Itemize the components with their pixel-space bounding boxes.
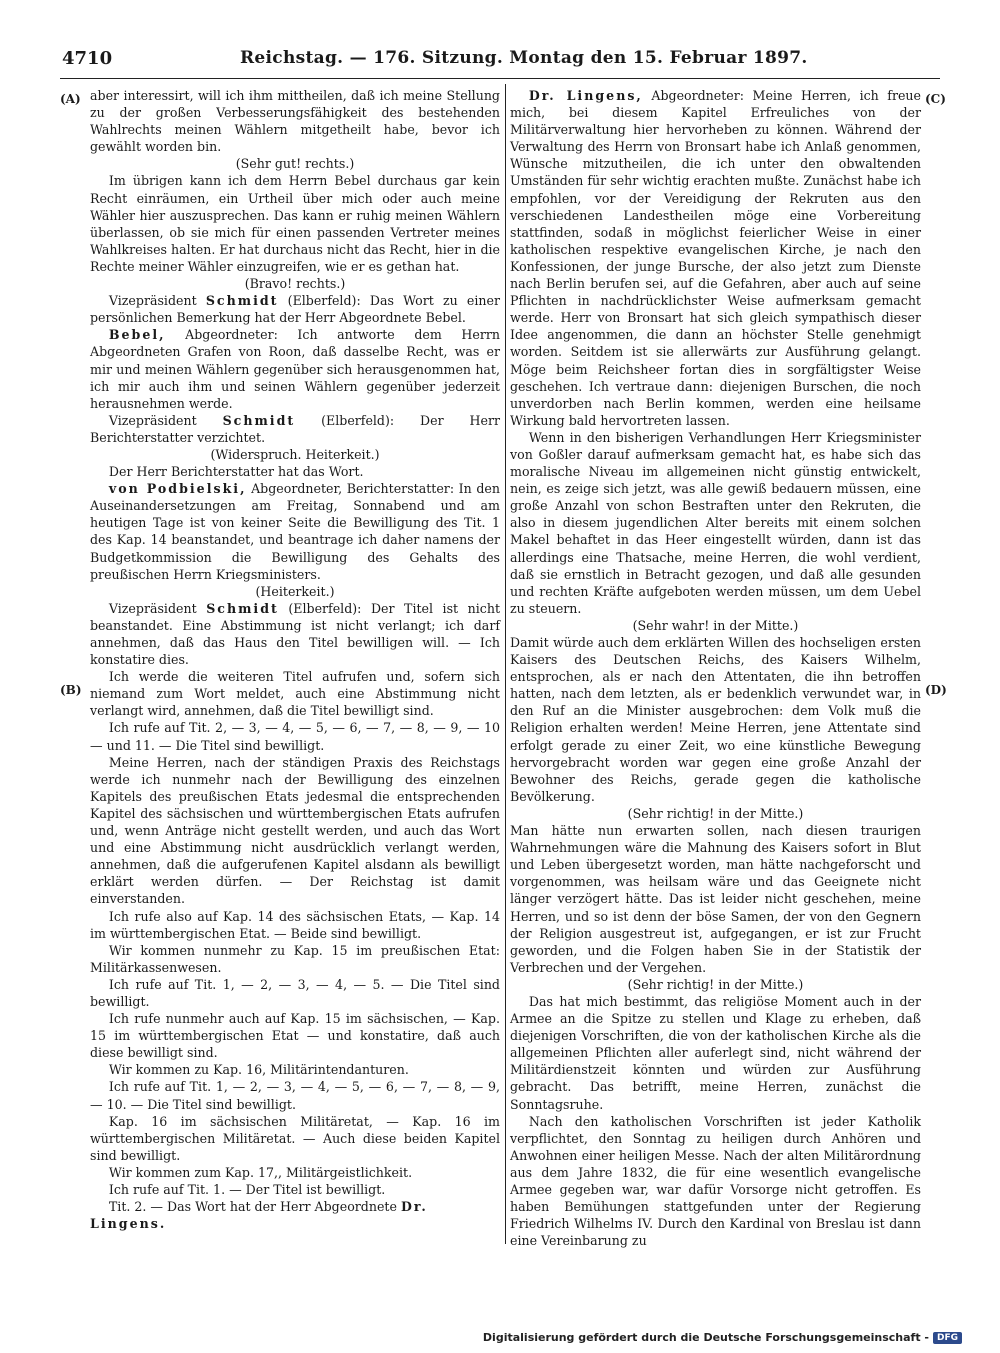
paragraph-text: (Elberfeld): Das Wort zu einer persönlichen Bemerkung hat der Herr Abgeordnete Bebel. (90, 293, 500, 326)
paragraph-text: Abgeordneter: Meine Herren, ich freue mich, bei diesem Kapitel Erfreuliches von der Militärverwaltung hier hervorheben zu können. Während der Verwaltung des Herrn von Bronsart habe ich Anlaß genommen, Wünsche mitzutheilen, die ich unter den obwaltenden Umständen für sehr wichtig erachten mußte. Zunächst habe ich empfohlen, vor der Vereidigung der Rekruten aus den verschiedenen Landestheilen möge eine Vorbereitung stattfinden, sodaß in möglichst feierlicher Weise in einer katholischen respektive evangelischen Kirche, je nach den Konfessionen, der junge Bursche, der also jetzt zum Dienste nach Berlin berufen sei, auf die Gefahren, aber auch auf seine Pflichten in nachdrücklichster Weise aufmerksam gemacht werde. Herr von Bronsart hat sich gleich sympathisch dieser Idee angenommen, die dann an höchster Stelle genehmigt worden. Seitdem ist sie allerwärts zur Ausführung gelangt. Möge beim Reichsheer fortan dies in sorgfältigster Weise geschehen. Ich vertraue dann: diejenigen Burschen, die noch unverdorben nach Berlin kommen, werden eine heilsame Wirkung bald hervortreten lassen. (510, 88, 921, 428)
paragraph: Der Herr Berichterstatter hat das Wort. (108, 464, 364, 480)
speaker-title: Vizepräsident (108, 600, 207, 616)
interjection: (Sehr gut! rechts.) (235, 156, 355, 172)
margin-marker-d: (D) (925, 683, 947, 697)
paragraph: Ich rufe auf Tit. 1, — 2, — 3, — 4, — 5. — Die Titel sind bewilligt. (90, 976, 500, 1009)
running-head: Reichstag. — 176. Sitzung. Montag den 15. Februar 1897. (240, 48, 808, 68)
interjection: (Widerspruch. Heiterkeit.) (210, 446, 380, 462)
paragraph-text: Abgeordneter, Berichterstatter: In den Auseinandersetzungen am Freitag, Sonnabend und am heutigen Tage ist von keiner Seite die Bewilligung des Tit. 1 des Kap. 14 beanstandet, und beantrage ich daher namens der Budgetkommission die Bewilligung des Gehalts des preußischen Herrn Kriegsministers. (90, 481, 500, 582)
paragraph: Man hätte nun erwarten sollen, nach diesen traurigen Wahrnehmungen wäre die Mahnung des Kaisers sofort in Blut und Leben übergesetzt worden, man hätte nachgeforscht und vorgenommen, was heilsam wäre und das Geeignete nicht länger verzögert hätte. Das ist leider nicht geschehen, meine Herren, und so ist denn der böse Samen, der von den Gegnern der Religion ausgestreut ist, aufgegangen, er ist zur Frucht geworden, und die Folgen haben Sie in der Statistik der Verbrechen und der Vergehen. (510, 823, 921, 975)
column-divider (505, 84, 506, 1244)
paragraph: Damit würde auch dem erklärten Willen des hochseligen ersten Kaisers des Deutschen Reichs, des Kaisers Wilhelm, entsprochen, als er nach den Attentaten, die ihn betroffen hatten, nach dem letzten, als er bedenklich verwundet war, in den Ruf an die Minister ausgebrochen: dem Volk muß die Religion erhalten werden! Meine Herren, jene Attentate sind erfolgt gerade zu einer Zeit, wo eine künstliche Bewegung hervorgebracht worden war gegen eine große Anzahl der Bewohner des Reichs, gerade gegen die katholische Bevölkerung. (510, 635, 921, 804)
margin-marker-a: (A) (60, 92, 81, 106)
paragraph: Ich rufe also auf Kap. 14 des sächsischen Etats, — Kap. 14 im württembergischen Etat. — Beide sind bewilligt. (90, 908, 500, 941)
interjection: (Heiterkeit.) (255, 583, 335, 599)
dfg-logo: DFG (933, 1332, 962, 1344)
page-number: 4710 (62, 48, 113, 69)
interjection: (Sehr richtig! in der Mitte.) (627, 976, 804, 992)
page-header (60, 48, 940, 76)
credit-text: Digitalisierung gefördert durch die Deutsche Forschungsgemeinschaft - (482, 1331, 929, 1344)
paragraph: Ich rufe auf Tit. 2, — 3, — 4, — 5, — 6, — 7, — 8, — 9, — 10 — und 11. — Die Titel sind bewilligt. (90, 720, 500, 753)
speaker-name: Schmidt (205, 293, 279, 309)
paragraph: Ich rufe auf Tit. 1. — Der Titel ist bewilligt. (108, 1182, 386, 1197)
margin-marker-c: (C) (925, 92, 946, 106)
speaker-name: von Podbielski, (108, 481, 247, 497)
paragraph-text: (Elberfeld): Der Herr Berichterstatter verzichtet. (90, 412, 500, 445)
paragraph: Das hat mich bestimmt, das religiöse Moment auch in der Armee an die Spitze zu stellen und Klage zu erheben, daß diejenigen Vorschriften, die von der katholischen Kirche als die allgemeinen Pflichten aller auferlegt sind, nicht während der Militärdienstzeit könnten und würden zur Ausführung gebracht. Das betrifft, meine Herren, zunächst die Sonntagsruhe. (510, 993, 921, 1112)
paragraph: Wir kommen zum Kap. 17,, Militärgeistlichkeit. (108, 1164, 413, 1180)
paragraph: Wir kommen zu Kap. 16, Militärintendanturen. (108, 1062, 409, 1078)
paragraph: Kap. 16 im sächsischen Militäretat, — Kap. 16 im württembergischen Militäretat. — Auch diese beiden Kapitel sind bewilligt. (90, 1113, 500, 1163)
margin-marker-b: (B) (60, 683, 82, 697)
speaker-name: Schmidt (222, 412, 296, 428)
interjection: (Sehr wahr! in der Mitte.) (632, 617, 799, 633)
speaker-paragraph (90, 480, 500, 583)
speaker-paragraph (90, 292, 500, 326)
left-column (90, 87, 500, 1232)
speaker-name: Dr. Lingens, (528, 88, 643, 103)
right-column (510, 87, 921, 1249)
paragraph: Ich rufe auf Tit. 1, — 2, — 3, — 4, — 5, — 6, — 7, — 8, — 9, — 10. — Die Titel sind bewilligt. (90, 1079, 500, 1112)
speaker-paragraph (90, 412, 500, 446)
header-rule (60, 78, 940, 79)
speaker-name: Bebel, (108, 327, 166, 343)
paragraph-text: Abgeordneter: Ich antworte dem Herrn Abgeordneten Grafen von Roon, daß dasselbe Recht, was er mir und meinen Wählern gegenüber sich herausgenommen hat, ich mir auch ihm und seinen Wählern gegenüber jederzeit herausnehmen werde. (90, 327, 500, 411)
speaker-paragraph (90, 600, 500, 668)
paragraph: aber interessirt, will ich ihm mittheilen, daß ich meine Stellung zu der großen Verbesserungsfähigkeit des bestehenden Wahlrechts meinen Wählern mitgetheilt habe, bevor ich gewählt worden bin. (90, 88, 500, 155)
speaker-paragraph (90, 1198, 500, 1232)
paragraph: Wir kommen nunmehr zu Kap. 15 im preußischen Etat: Militärkassenwesen. (90, 942, 500, 975)
paragraph-text: (Elberfeld): Der Titel ist nicht beanstandet. Eine Abstimmung ist nicht verlangt; ich darf annehmen, daß das Haus den Titel bewilligen will. — Ich konstatire dies. (90, 600, 500, 668)
paragraph: Wenn in den bisherigen Verhandlungen Herr Kriegsminister von Goßler darauf aufmerksam gemacht hat, es habe sich das moralische Niveau im allgemeinen nicht günstig entwickelt, nein, es zeige sich jetzt, was alle gewiß bedauern müssen, eine große Anzahl von schon Bestraften unter den Rekruten, die also in diesem jugendlichen Alter bereits mit einem solchen Makel behaftet in das Heer eingestellt würden, dann ist das allerdings eine Thatsache, meine Herren, die wohl verdient, daß sie ernstlich in Betracht gezogen, und daß alle gesunden und rechten Kräfte aufgeboten werden müssen, um dem Uebel zu steuern. (510, 429, 921, 616)
speaker-name: Dr. Lingens. (90, 1199, 428, 1232)
speaker-name: Schmidt (206, 600, 279, 616)
paragraph: Ich werde die weiteren Titel aufrufen und, sofern sich niemand zum Wort meldet, auch eine Abstimmung nicht verlangt wird, annehmen, daß die Titel bewilligt sind. (90, 669, 500, 719)
speaker-paragraph (510, 87, 921, 429)
speaker-paragraph (90, 326, 500, 411)
paragraph: Ich rufe nunmehr auch auf Kap. 15 im sächsischen, — Kap. 15 im württembergischen Etat — und konstatire, daß auch diese bewilligt sind. (90, 1011, 500, 1061)
paragraph: Nach den katholischen Vorschriften ist jeder Katholik verpflichtet, den Sonntag zu heiligen durch Anhören und Anwohnen einer heiligen Messe. Nach der alten Militärordnung aus dem Jahre 1832, die für eine wesentlich evangelische Armee gegeben war, war dafür Vorsorge nicht getroffen. Es haben Bemühungen stattgefunden unter der Regierung Friedrich Wilhelms IV. Durch den Kardinal von Breslau ist dann eine Vereinbarung zu (510, 1113, 921, 1249)
paragraph: Meine Herren, nach der ständigen Praxis des Reichstags werde ich nunmehr nach der Bewilligung des einzelnen Kapitels des preußischen Etats jedesmal die entsprechenden Kapitel des sächsischen und württembergischen Etats aufrufen und, wenn Anträge nicht gestellt werden, und auch das Wort und eine Abstimmung nicht ausdrücklich verlangt werden, annehmen, daß die aufgerufenen Kapitel alsdann als bewilligt erklärt werden dürfen. — Der Reichstag ist damit einverstanden. (90, 754, 500, 907)
speaker-title: Vizepräsident (108, 412, 223, 428)
paragraph-text: Tit. 2. — Das Wort hat der Herr Abgeordnete (108, 1199, 401, 1215)
digitization-credit (483, 1331, 962, 1344)
interjection: (Bravo! rechts.) (244, 276, 346, 292)
speaker-title: Vizepräsident (108, 293, 206, 309)
paragraph: Im übrigen kann ich dem Herrn Bebel durchaus gar kein Recht einräumen, ein Urtheil über mich oder auch meine Wähler hier auszusprechen. Das kann er ruhig meinen Wählern überlassen, ob sie mich für einen passenden Vertreter meines Wahlkreises halten. Er hat durchaus nicht das Recht, hier in die Rechte meiner Wähler einzugreifen, wie er es gethan hat. (90, 173, 500, 274)
interjection: (Sehr richtig! in der Mitte.) (627, 805, 804, 821)
